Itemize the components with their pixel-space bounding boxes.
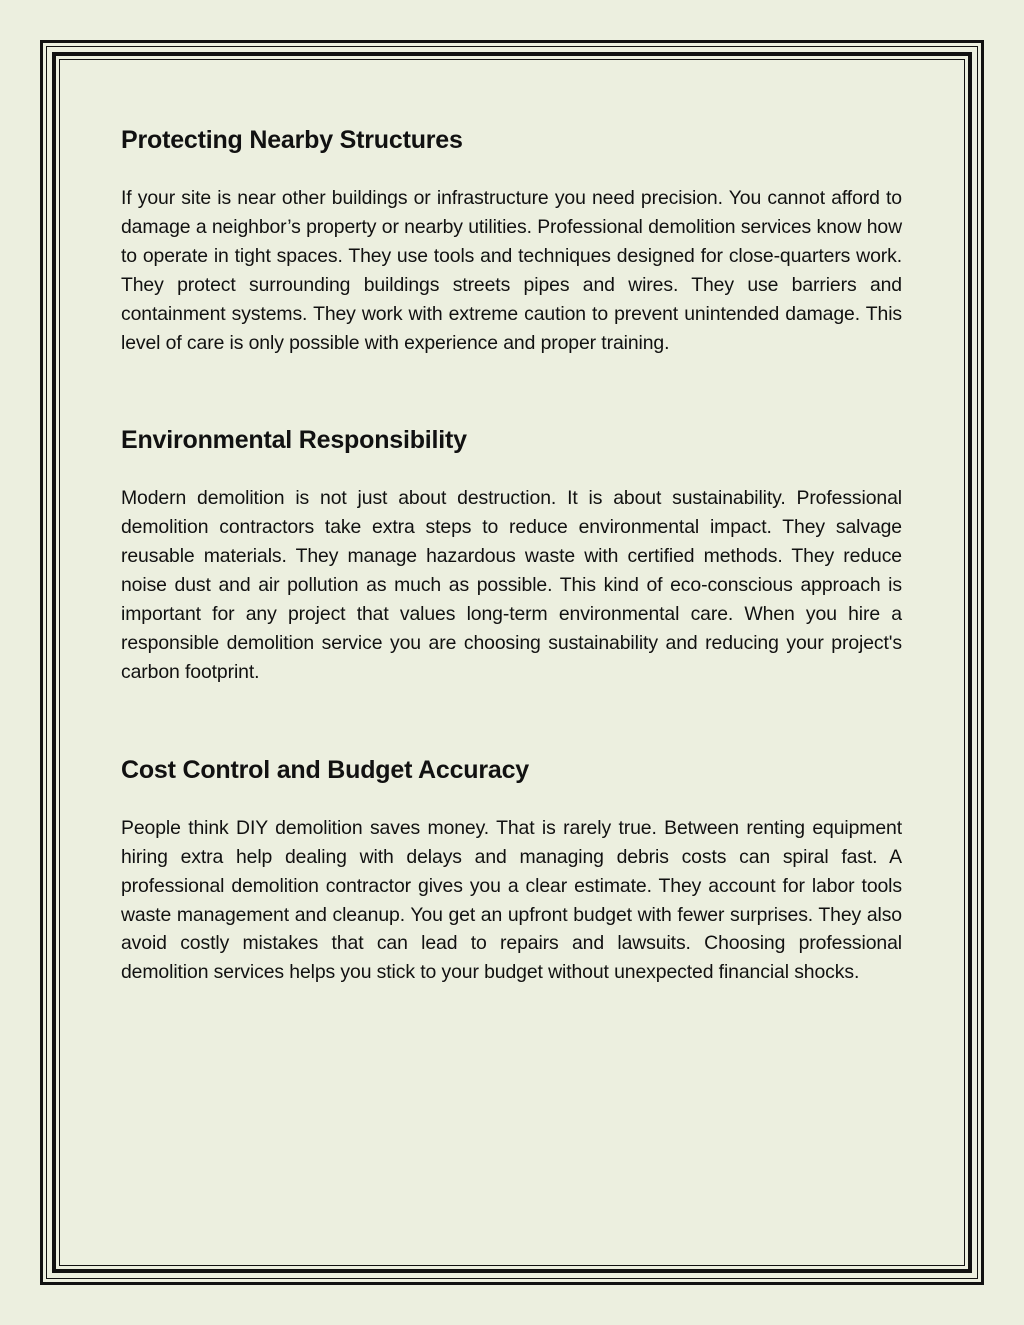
section-body: If your site is near other buildings or infrastructure you need precision. You cannot afford to damage a neighbor’s property or nearby utilities. Professional demolition services know how to operate in tight spaces. They use tools and techniques designed for close-quarters work. They protect surrounding buildings streets pipes and wires. They use barriers and containment systems. They work with extreme caution to prevent unintended damage. This level of care is only possible with experience and proper training. [121,187,902,354]
section-body: Modern demolition is not just about destruction. It is about sustainability. Professional demolition contractors take extra steps to reduce environmental impact. They salvage reusable materials. They manage hazardous waste with certified methods. They reduce noise dust and air pollution as much as possible. This kind of eco-conscious approach is important for any project that values long-term environmental care. When you hire a responsible demolition service you are choosing sustainability and reducing your project's carbon footprint. [121,487,902,683]
section-body: People think DIY demolition saves money. That is rarely true. Between renting equipment hiring extra help dealing with delays and managing debris costs can spiral fast. A professional demolition contractor gives you a clear estimate. They account for labor tools waste management and cleanup. You get an upfront budget with fewer surprises. They also avoid costly mistakes that can lead to repairs and lawsuits. Choosing professional demolition services helps you stick to your budget without unexpected financial shocks. [121,816,902,984]
section-cost-control [121,748,902,987]
section-heading: Cost Control and Budget Accuracy [121,755,529,784]
section-environmental-responsibility [121,418,902,686]
section-protecting-nearby-structures [121,118,902,357]
section-heading: Protecting Nearby Structures [121,126,463,154]
section-heading: Environmental Responsibility [121,426,467,455]
document-content [121,118,902,987]
